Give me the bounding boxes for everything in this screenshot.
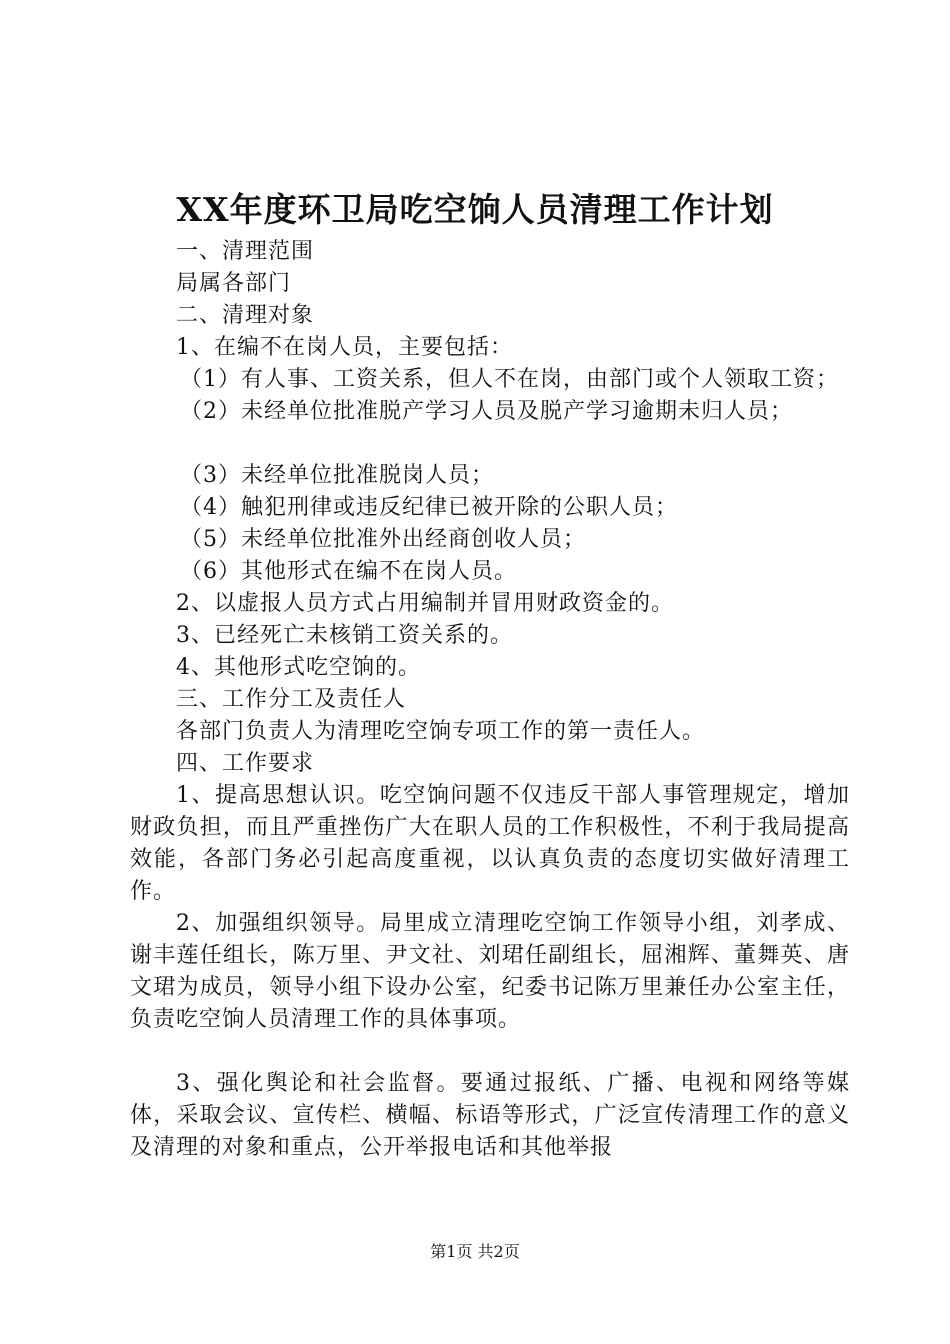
- section-2-sub-3: （3）未经单位批准脱岗人员；: [180, 463, 494, 488]
- section-1-heading: 一、清理范围: [176, 239, 315, 264]
- section-4-heading: 四、工作要求: [176, 751, 315, 776]
- page-number-footer: 第1页 共2页: [430, 1242, 520, 1261]
- section-2-sub-1: （1）有人事、工资关系，但人不在岗，由部门或个人领取工资；: [180, 367, 839, 392]
- section-2-item-4: 4、其他形式吃空饷的。: [176, 655, 421, 680]
- document-title: XX年度环卫局吃空饷人员清理工作计划: [176, 190, 774, 229]
- blank-line: [130, 1036, 850, 1068]
- section-2-item-3: 3、已经死亡未核销工资关系的。: [176, 623, 513, 648]
- section-4-item-3: 3、强化舆论和社会监督。要通过报纸、广播、电视和网络等媒体，采取会议、宣传栏、横幅、标语等形式，广泛宣传清理工作的意义及清理的对象和重点，公开举报电话和其他举报: [130, 1071, 850, 1160]
- section-2-sub-5: （5）未经单位批准外出经商创收人员；: [180, 527, 586, 552]
- section-2-heading: 二、清理对象: [176, 303, 315, 328]
- section-2-item-2: 2、以虚报人员方式占用编制并冒用财政资金的。: [176, 591, 674, 616]
- section-3-text: 各部门负责人为清理吃空饷专项工作的第一责任人。: [176, 719, 706, 744]
- section-4-item-2: 2、加强组织领导。局里成立清理吃空饷工作领导小组，刘孝成、谢丰莲任组长，陈万里、尹文社、刘珺任副组长，屈湘辉、董舞英、唐文珺为成员，领导小组下设办公室，纪委书记陈万里兼任办公室主任，负责吃空饷人员清理工作的具体事项。: [130, 911, 850, 1032]
- section-3-heading: 三、工作分工及责任人: [176, 687, 407, 712]
- document-body: [130, 236, 850, 1164]
- section-2-item-1: 1、在编不在岗人员，主要包括：: [176, 335, 513, 360]
- section-1-text: 局属各部门: [176, 271, 292, 296]
- blank-line: [130, 428, 850, 460]
- section-2-sub-4: （4）触犯刑律或违反纪律已被开除的公职人员；: [180, 495, 678, 520]
- section-2-sub-6: （6）其他形式在编不在岗人员。: [180, 559, 517, 584]
- section-2-sub-2: （2）未经单位批准脱产学习人员及脱产学习逾期未归人员；: [180, 399, 793, 424]
- section-4-item-1: 1、提高思想认识。吃空饷问题不仅违反干部人事管理规定，增加财政负担，而且严重挫伤广大在职人员的工作积极性，不利于我局提高效能，各部门务必引起高度重视，以认真负责的态度切实做好清理工作。: [130, 783, 850, 904]
